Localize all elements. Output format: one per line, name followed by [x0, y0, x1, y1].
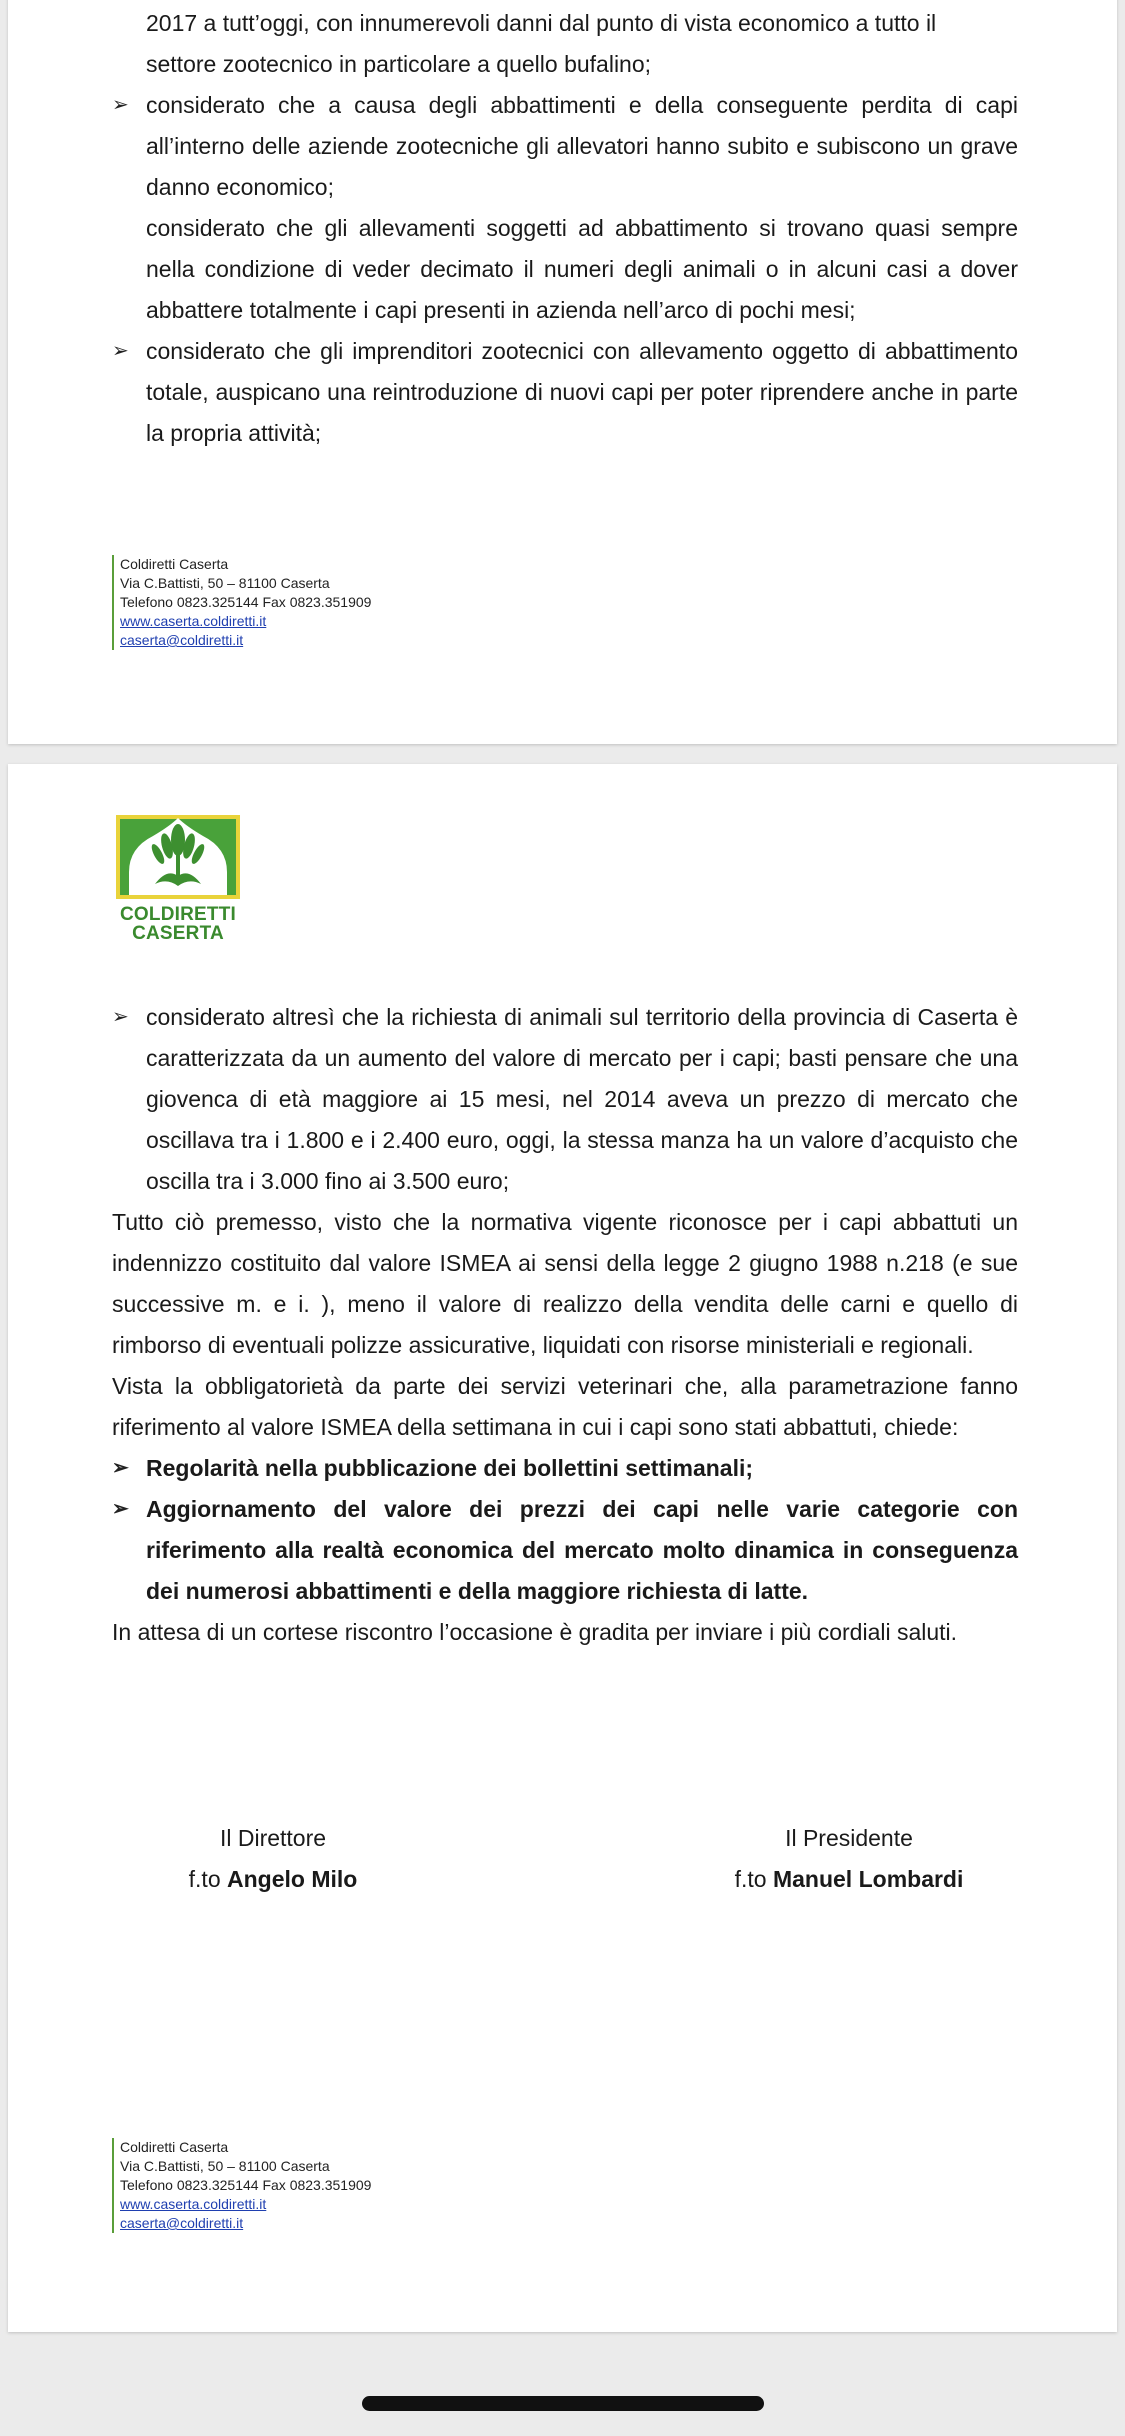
- footer-phone: Telefono 0823.325144 Fax 0823.351909: [120, 594, 372, 610]
- arrowhead-bullet-icon: ➢: [112, 340, 129, 362]
- bullet-text: considerato altresì che la richiesta di animali sul territorio della provincia di Caserta è caratterizzata da un aumento del valore di mercato per i capi; basti pensare che una giovenca di età maggiore ai 15 mesi, nel 2014 aveva un prezzo di mercato che oscillava tra i 1.800 e i 2.400 euro, oggi, la stessa manza ha un valore d’acquisto che oscilla tra i 3.000 fino ai 3.500 euro;: [146, 1004, 1018, 1194]
- signature-name: Manuel Lombardi: [772, 1866, 964, 1892]
- footer-email-link[interactable]: caserta@coldiretti.it: [120, 632, 244, 648]
- footer-website-link[interactable]: www.caserta.coldiretti.it: [120, 2196, 267, 2212]
- paragraph: Tutto ciò premesso, visto che la normativa vigente riconosce per i capi abbattuti un indennizzo costituito dal valore ISMEA ai sensi della legge 2 giugno 1988 n.218 (e sue successive m. e i. ), meno il valore di realizzo della vendita delle carni e quello di rimborso di eventuali polizze assicurative, liquidati con risorse ministeriali e regionali.: [112, 1209, 1018, 1358]
- logo-text-coldiretti: COLDIRETTI: [120, 904, 236, 925]
- list-item: [112, 997, 1018, 1202]
- signature-role: Il Presidente: [785, 1825, 913, 1851]
- request-text: Regolarità nella pubblicazione dei bollettini settimanali;: [146, 1455, 754, 1481]
- footer-address: Via C.Battisti, 50 – 81100 Caserta: [120, 575, 330, 591]
- footer-phone: Telefono 0823.325144 Fax 0823.351909: [120, 2177, 372, 2193]
- paragraph: Vista la obbligatorietà da parte dei servizi veterinari che, alla parametrazione fanno riferimento al valore ISMEA della settimana in cui i capi sono stati abbattuti, chiede:: [112, 1373, 1018, 1440]
- list-item: [112, 331, 1018, 454]
- coldiretti-logo: [115, 814, 241, 943]
- wheat-logo-icon: [115, 814, 241, 900]
- page-1-body: [112, 3, 1018, 454]
- paragraph: considerato che gli allevamenti soggetti ad abbattimento si trovano quasi sempre nella condizione di veder decimato il numeri degli animali o in alcuni casi a dover abbattere totalmente i capi presenti in azienda nell’arco di pochi mesi;: [146, 215, 1018, 323]
- continuation-line-1: 2017 a tutt’oggi, con innumerevoli danni dal punto di vista economico a tutto il: [146, 10, 937, 36]
- continuation-text: [112, 3, 1018, 85]
- signature-name: Angelo Milo: [227, 1866, 358, 1892]
- arrowhead-bullet-icon: ➢: [112, 1457, 129, 1479]
- closing-paragraph: In attesa di un cortese riscontro l’occasione è gradita per inviare i più cordiali saluti.: [112, 1619, 958, 1645]
- request-item: [112, 1448, 1018, 1489]
- list-item: [112, 85, 1018, 208]
- document-page-2: [8, 764, 1117, 2332]
- request-text: Aggiornamento del valore dei prezzi dei capi nelle varie categorie con riferimento alla realtà economica del mercato molto dinamica in conseguenza dei numerosi abbattimenti e della maggiore richiesta di latte.: [146, 1496, 1018, 1604]
- signature-prefix: f.to: [188, 1866, 221, 1892]
- logo-text-caserta: CASERTA: [132, 923, 224, 944]
- footer-website-link[interactable]: www.caserta.coldiretti.it: [120, 613, 267, 629]
- continuation-line-2: settore zootecnico in particolare a quello bufalino;: [146, 51, 652, 77]
- page-1-footer: [112, 555, 371, 650]
- home-indicator[interactable]: [362, 2396, 764, 2411]
- bullet-text: considerato che gli imprenditori zootecnici con allevamento oggetto di abbattimento totale, auspicano una reintroduzione di nuovi capi per poter riprendere anche in parte la propria attività;: [146, 338, 1018, 446]
- page-2-body: [112, 997, 1018, 1653]
- footer-org: Coldiretti Caserta: [120, 2139, 229, 2155]
- arrowhead-bullet-icon: ➢: [112, 1498, 129, 1520]
- footer-email-link[interactable]: caserta@coldiretti.it: [120, 2215, 244, 2231]
- footer-org: Coldiretti Caserta: [120, 556, 229, 572]
- page-2-footer: [112, 2138, 371, 2233]
- signature-president: [724, 1818, 974, 1900]
- arrowhead-bullet-icon: ➢: [112, 94, 129, 116]
- signature-director: [178, 1818, 368, 1900]
- signature-role: Il Direttore: [219, 1825, 327, 1851]
- bullet-text: considerato che a causa degli abbattimenti e della conseguente perdita di capi all’interno delle aziende zootecniche gli allevatori hanno subito e subiscono un grave danno economico;: [146, 92, 1018, 200]
- signature-prefix: f.to: [734, 1866, 767, 1892]
- request-item: [112, 1489, 1018, 1612]
- document-page-1: [8, 0, 1117, 744]
- signature-name-line: [178, 1859, 368, 1900]
- footer-address: Via C.Battisti, 50 – 81100 Caserta: [120, 2158, 330, 2174]
- arrowhead-bullet-icon: ➢: [112, 1006, 129, 1028]
- signature-name-line: [724, 1859, 974, 1900]
